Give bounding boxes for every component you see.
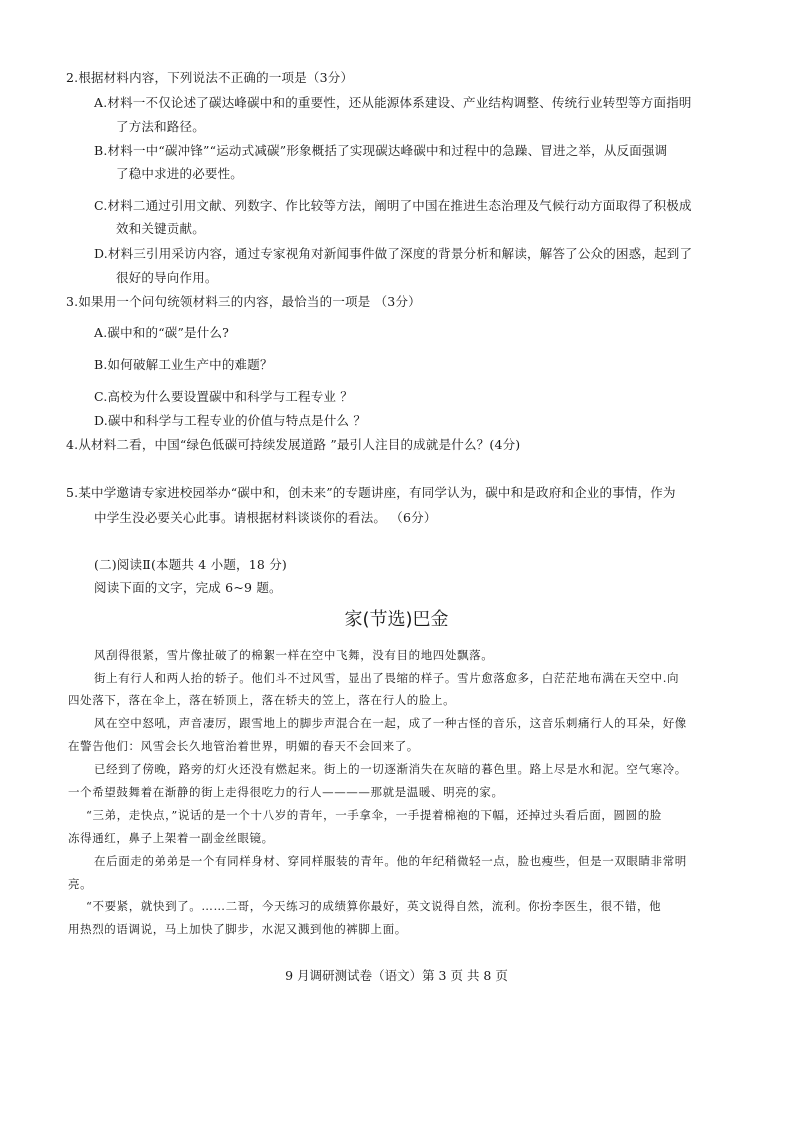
passage-title: 家(节选)巴金 — [344, 609, 449, 630]
question-3-option-b: B.如何破解工业生产中的难题？ — [94, 357, 273, 372]
question-5-stem-cont: 中学生没必要关心此事。请根据材料谈谈你的看法。 （6分） — [94, 510, 437, 525]
passage-line: 风刮得很紧，雪片像扯破了的棉絮一样在空中飞舞，没有目的地四处飘落。 — [94, 648, 494, 662]
question-2-option-b: B.材料一中“碳冲锋”“运动式减碳”形象概括了实现碳达峰碳中和过程中的急躁、冒进之举，从反面强调 — [94, 143, 668, 158]
passage-line: 一个希望鼓舞着在渐静的街上走得很吃力的行人————那就是温暖、明亮的家。 — [68, 785, 504, 799]
page-footer: 9 月调研测试卷（语文）第 3 页 共 8 页 — [285, 968, 508, 983]
question-3-option-c: C.高校为什么要设置碳中和科学与工程专业 ？ — [94, 389, 353, 404]
question-2-stem: 2.根据材料内容，下列说法不正确的一项是（3分） — [66, 70, 354, 85]
question-2-option-d-cont: 很好的导向作用。 — [116, 270, 218, 285]
question-2-option-c-cont: 效和关键贡献。 — [116, 221, 205, 236]
question-3-option-d: D.碳中和科学与工程专业的价值与特点是什么 ？ — [94, 413, 367, 428]
passage-line: “不要紧，就快到了。……二哥，今天练习的成绩算你最好，英文说得自然，流利。你扮李医生，很不错，他 — [86, 899, 662, 913]
question-2-option-d: D.材料三引用采访内容，通过专家视角对新闻事件做了深度的背景分析和解读，解答了公众的困惑，起到了 — [94, 246, 693, 261]
question-2-option-c: C.材料二通过引用文献、列数字、作比较等方法，阐明了中国在推进生态治理及气候行动方面取得了积极成 — [94, 198, 692, 213]
question-4-stem: 4.从材料二看，中国“绿色低碳可持续发展道路 ”最引人注目的成就是什么？(4分) — [66, 437, 521, 452]
question-2-option-b-cont: 了稳中求进的必要性。 — [116, 166, 244, 181]
question-2-option-a: A.材料一不仅论述了碳达峰碳中和的重要性，还从能源体系建设、产业结构调整、传统行业转型等方面指明 — [94, 95, 692, 110]
passage-line: 四处落下，落在伞上，落在轿顶上，落在轿夫的笠上，落在行人的脸上。 — [68, 693, 456, 707]
passage-line: 用热烈的语调说，马上加快了脚步，水泥又溅到他的裤脚上面。 — [68, 922, 407, 936]
passage-line: 在后面走的弟弟是一个有同样身材、穿同样服装的青年。他的年纪稍微轻一点，脸也瘦些，但是一双眼睛非常明 — [94, 854, 687, 868]
question-3-stem: 3.如果用一个问句统领材料三的内容，最恰当的一项是 （3分） — [66, 294, 421, 309]
question-3-option-a: A.碳中和的“碳”是什么? — [94, 325, 230, 340]
question-5-stem: 5.某中学邀请专家进校园举办“碳中和，创未来”的专题讲座，有同学认为，碳中和是政府和企业的事情，作为 — [66, 485, 676, 500]
section-instruction: 阅读下面的文字，完成 6~9 题。 — [94, 580, 282, 595]
passage-line: “三弟，走快点，”说话的是一个十八岁的青年，一手拿伞，一手提着棉袍的下幅，还掉过头看后面，圆圆的脸 — [86, 808, 662, 822]
passage-line: 在警告他们：风雪会长久地管治着世界，明媚的春天不会回来了。 — [68, 739, 419, 753]
passage-line: 风在空中怒吼，声音凄厉，跟雪地上的脚步声混合在一起，成了一种古怪的音乐，这音乐刺痛行人的耳朵，好像 — [94, 716, 687, 730]
passage-line: 街上有行人和两人抬的轿子。他们斗不过风雪，显出了畏缩的样子。雪片愈落愈多，白茫茫地布满在天空中.向 — [94, 671, 680, 685]
question-2-option-a-cont: 了方法和路径。 — [116, 119, 205, 134]
passage-line: 亮。 — [68, 877, 93, 891]
passage-line: 冻得通红，鼻子上架着一副金丝眼镜。 — [68, 831, 274, 845]
section-heading: (二)阅读Ⅱ(本题共 4 小题，18 分) — [94, 557, 287, 572]
passage-line: 已经到了傍晚，路旁的灯火还没有燃起来。街上的一切逐渐消失在灰暗的暮色里。路上尽是水和泥。空气寒冷。 — [94, 762, 687, 776]
